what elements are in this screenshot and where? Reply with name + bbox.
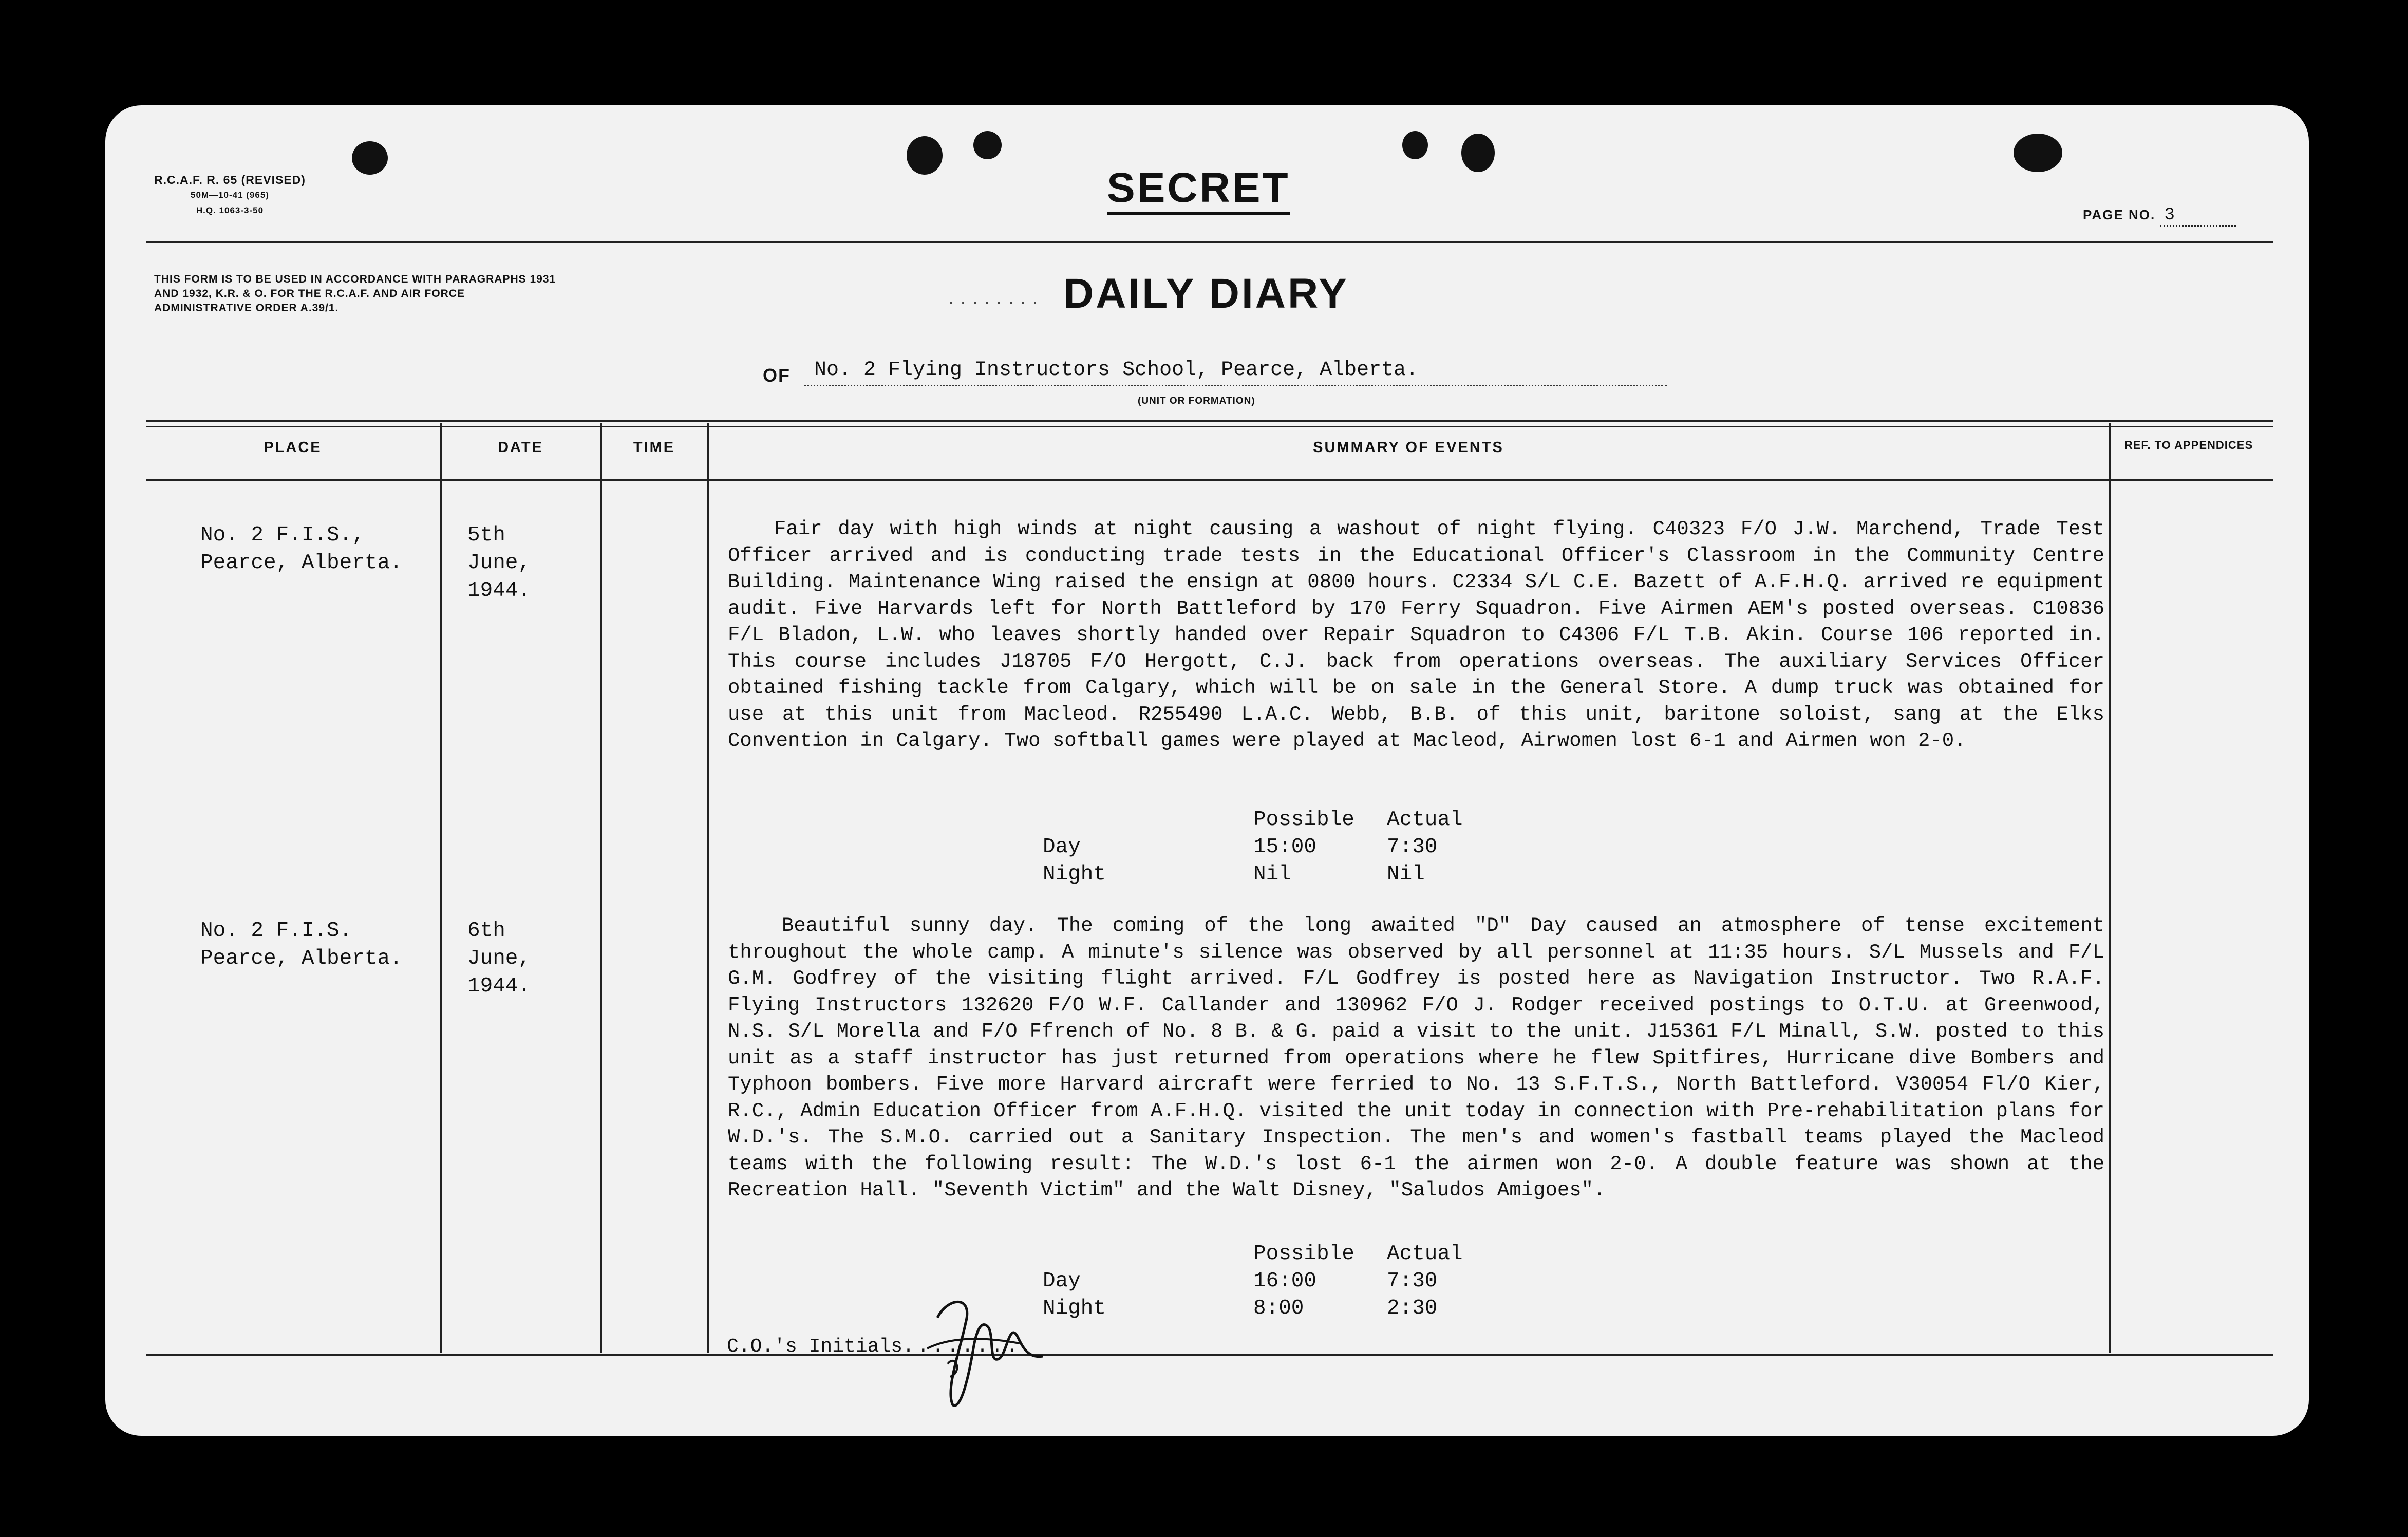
possible-header: Possible [1253, 808, 1354, 832]
page-number-label: PAGE NO. [2083, 207, 2156, 222]
punch-hole [2014, 134, 2062, 172]
column-header-date: DATE [498, 439, 543, 456]
day-label: Day [1043, 835, 1081, 859]
column-divider [2109, 423, 2111, 1353]
page-number-value: 3 [2160, 205, 2236, 227]
possible-header: Possible [1253, 1242, 1354, 1266]
table-bottom-rule [146, 1354, 2273, 1356]
night-possible: 8:00 [1253, 1297, 1304, 1320]
header-rule [146, 241, 2273, 243]
table-head-rule [146, 479, 2273, 481]
page-number-field [2083, 205, 2236, 227]
form-code [154, 172, 306, 218]
punch-hole [1402, 131, 1428, 159]
form-code-line: R.C.A.F. R. 65 (REVISED) [154, 173, 306, 186]
entry-date: 6th June, 1944. [467, 919, 531, 998]
form-code-line: H.Q. 1063-3-50 [196, 205, 264, 215]
entry-place: No. 2 F.I.S., Pearce, Alberta. [200, 523, 403, 575]
punch-hole [1461, 134, 1495, 172]
co-initials-dots: ........ [902, 1336, 1021, 1358]
entry-date: 5th June, 1944. [467, 523, 531, 603]
day-actual: 7:30 [1387, 1269, 1438, 1293]
punch-hole [973, 131, 1002, 159]
entry-place: No. 2 F.I.S. Pearce, Alberta. [200, 919, 403, 970]
co-signature [917, 1287, 1050, 1410]
night-label: Night [1043, 863, 1106, 886]
table-top-rule [146, 426, 2273, 427]
unit-of-label: OF [763, 365, 791, 386]
entry-summary: Beautiful sunny day. The coming of the long awaited "D" Day caused an atmosphere of tense excitement throughout the whole camp. A minute's silence was observed by all personnel at 11:35 hours. S/L Mussels and F/L G.M. Godfrey of the visiting flight arrived. F/L Godfrey is posted here as Navigation Instructor. Two R.A.F. Flying Instructors 132620 F/O W.F. Callander and 130962 F/O J. Rodger received postings to O.T.U. at Greenwood, N.S. S/L Morella and F/O Ffrench of No. 8 B. & G. paid a visit to the unit. J15361 F/L Minall, S.W. posted to this unit as a staff instructor has just returned from operations where he flew Spitfires, Hurricane dive Bombers and Typhoon bombers. Five more Harvard aircraft were ferried to No. 13 S.F.T.S., North Battleford. V30054 Fl/O Kier, R.C., Admin Education Officer from A.F.H.Q. visited the unit today in connection with Pre-rehabilitation plans for W.D.'s. The S.M.O. carried out a Sanitary Inspection. The men's and women's fastball teams played the Macleod teams with the following result: The W.D.'s lost 6-1 the airmen won 2-0. A double feature was shown at the Recreation Hall. "Seventh Victim" and the Walt Disney, "Saludos Amigoes". [728, 914, 2104, 1202]
title-leader-dots: ········ [948, 290, 1044, 313]
table-top-rule [146, 420, 2273, 422]
form-code-line: 50M—10-41 (965) [190, 190, 269, 200]
page-title: DAILY DIARY [1063, 270, 1349, 317]
flying-hours-table [1043, 1241, 1505, 1323]
entry-summary: Fair day with high winds at night causing a washout of night flying. C40323 F/O J.W. Marchend, Trade Test Officer arrived and is conducting trade tests in the Educational Officer's Classroom in the Community Centre Building. Maintenance Wing raised the ensign at 0800 hours. C2334 S/L C.E. Bazett of A.F.H.Q. arrived re equipment audit. Five Harvards left for North Battleford by 170 Ferry Squadron. Five Airmen AEM's posted overseas. C10836 F/L Bladon, L.W. who leaves shortly handed over Repair Squadron to C4306 F/L T.B. Akin. Course 106 reported in. This course includes J18705 F/O Hergott, C.J. back from operations overseas. The auxiliary Services Officer obtained fishing tackle from Calgary, which will be on sale in the General Store. A dump truck was obtained for use at this unit from Macleod. R255490 L.A.C. Webb, B.B. of this unit, baritone soloist, sang at the Elks Convention in Calgary. Two softball games were played at Macleod, Airwomen lost 6-1 and Airmen won 2-0. [728, 518, 2104, 752]
day-actual: 7:30 [1387, 835, 1438, 859]
unit-caption: (UNIT OR FORMATION) [1138, 396, 1255, 406]
night-possible: Nil [1253, 863, 1291, 886]
night-label: Night [1043, 1297, 1106, 1320]
night-actual: 2:30 [1387, 1297, 1438, 1320]
column-header-time: TIME [633, 439, 675, 456]
co-initials-label: C.O.'s Initials [727, 1336, 903, 1358]
diary-form [105, 105, 2309, 1436]
classification-heading: SECRET [1107, 164, 1290, 215]
column-divider [600, 423, 602, 1353]
night-actual: Nil [1387, 863, 1425, 886]
actual-header: Actual [1387, 808, 1463, 832]
column-header-place: PLACE [264, 439, 322, 456]
column-divider [440, 423, 442, 1353]
unit-name: No. 2 Flying Instructors School, Pearce, Alberta. [804, 356, 1667, 386]
form-instructions: THIS FORM IS TO BE USED IN ACCORDANCE WITH PARAGRAPHS 1931 AND 1932, K.R. & O. FOR THE R.C.A.F. AND AIR FORCE ADMINISTRATIVE ORDER A.39/1. [154, 273, 556, 314]
day-possible: 16:00 [1253, 1269, 1317, 1293]
punch-hole [352, 141, 388, 175]
flying-hours-table [1043, 807, 1505, 889]
day-possible: 15:00 [1253, 835, 1317, 859]
column-header-summary: SUMMARY OF EVENTS [1313, 439, 1504, 456]
day-label: Day [1043, 1269, 1081, 1293]
column-header-ref: REF. TO APPENDICES [2124, 439, 2253, 452]
column-divider [707, 423, 709, 1353]
actual-header: Actual [1387, 1242, 1463, 1266]
punch-hole [907, 136, 943, 175]
